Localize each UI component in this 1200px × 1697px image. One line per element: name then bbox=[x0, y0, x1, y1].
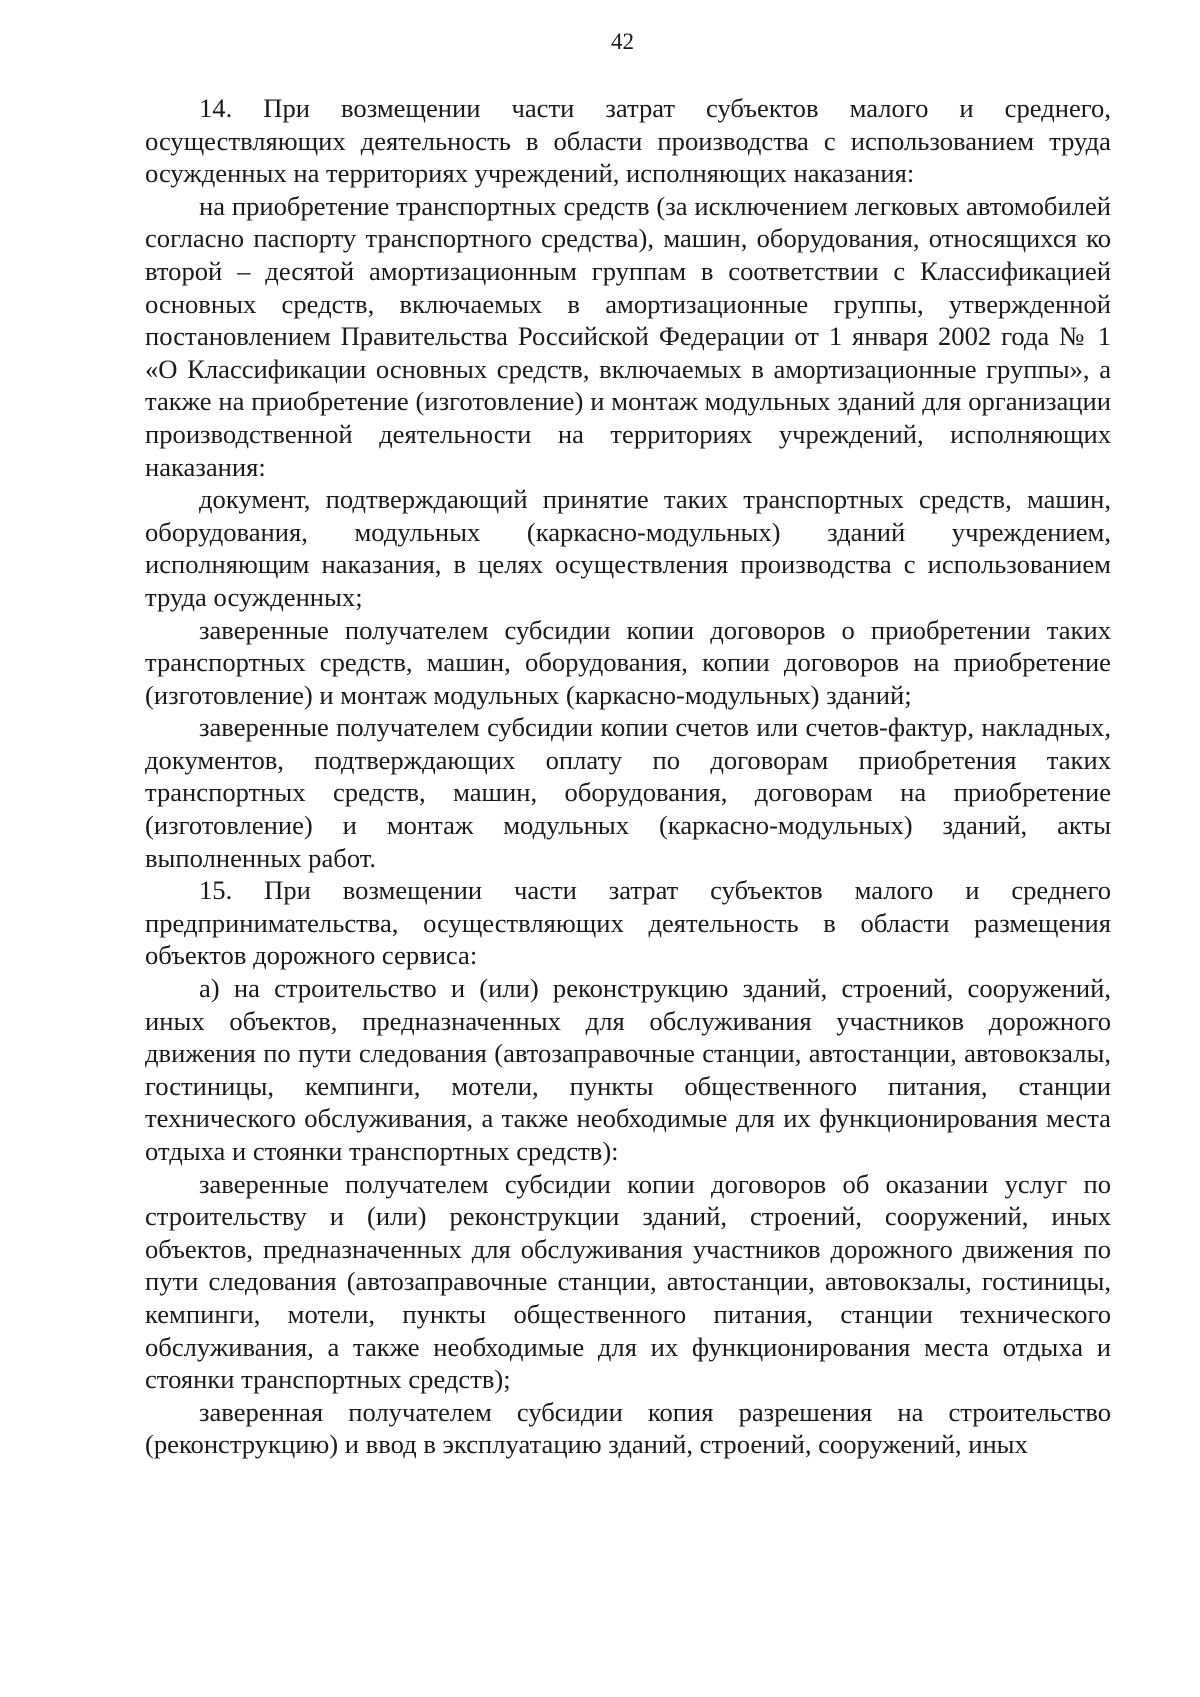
paragraph-invoice-copies: заверенные получателем субсидии копии счетов или счетов-фактур, накладных, документов, подтверждающих оплату по договорам приобретения таких транспортных средств, машин, оборудования, договорам на приобретение (изготовление) и монтаж модульных (каркасно-модульных) зданий, акты выполненных работ. bbox=[145, 712, 1111, 873]
paragraph-vehicle-purchase: на приобретение транспортных средств (за исключением легковых автомобилей согласно паспорту транспортного средства), машин, оборудования, относящихся ко второй – десятой амортизационным группам в соответствии с Классификацией основных средств, включаемых в амортизационные группы, утвержденной постановлением Правительства Российской Федерации от 1 января 2002 года № 1 «О Классификации основных средств, включаемых в амортизационные группы», а также на приобретение (изготовление) и монтаж модульных зданий для организации производственной деятельности на территориях учреждений, исполняющих наказания: bbox=[145, 190, 1111, 482]
page-number: 42 bbox=[611, 29, 634, 54]
paragraph-construction-permit: заверенная получателем субсидии копия разрешения на строительство (реконструкцию) и ввод в эксплуатацию зданий, строений, сооружений, иных bbox=[145, 1396, 1111, 1460]
paragraph-service-contracts: заверенные получателем субсидии копии договоров об оказании услуг по строительству и (или) реконструкции зданий, строений, сооружений, иных объектов, предназначенных для обслуживания участников дорожного движения по пути следования (автозаправочные станции, автостанции, автовокзалы, гостиницы, кемпинги, мотели, пункты общественного питания, станции технического обслуживания, а также необходимые для их функционирования места отдыха и стоянки транспортных средств); bbox=[145, 1168, 1111, 1395]
paragraph-acceptance-document: документ, подтверждающий принятие таких транспортных средств, машин, оборудования, модульных (каркасно-модульных) зданий учреждением, исполняющим наказания, в целях осуществления производства с использованием труда осужденных; bbox=[145, 484, 1111, 612]
paragraph-contract-copies: заверенные получателем субсидии копии договоров о приобретении таких транспортных средств, машин, оборудования, копии договоров на приобретение (изготовление) и монтаж модульных (каркасно-модульных) зданий; bbox=[145, 614, 1111, 710]
paragraph-15-intro: 15. При возмещении части затрат субъектов малого и среднего предпринимательства, осуществляющих деятельность в области размещения объектов дорожного сервиса: bbox=[145, 875, 1111, 971]
document-body bbox=[145, 92, 1111, 1461]
paragraph-15a-construction: а) на строительство и (или) реконструкцию зданий, строений, сооружений, иных объектов, предназначенных для обслуживания участников дорожного движения по пути следования (автозаправочные станции, автостанции, автовокзалы, гостиницы, кемпинги, мотели, пункты общественного питания, станции технического обслуживания, а также необходимые для их функционирования места отдыха и стоянки транспортных средств): bbox=[145, 973, 1111, 1166]
paragraph-14-intro: 14. При возмещении части затрат субъектов малого и среднего, осуществляющих деятельность в области производства с использованием труда осужденных на территориях учреждений, исполняющих наказания: bbox=[145, 93, 1111, 189]
